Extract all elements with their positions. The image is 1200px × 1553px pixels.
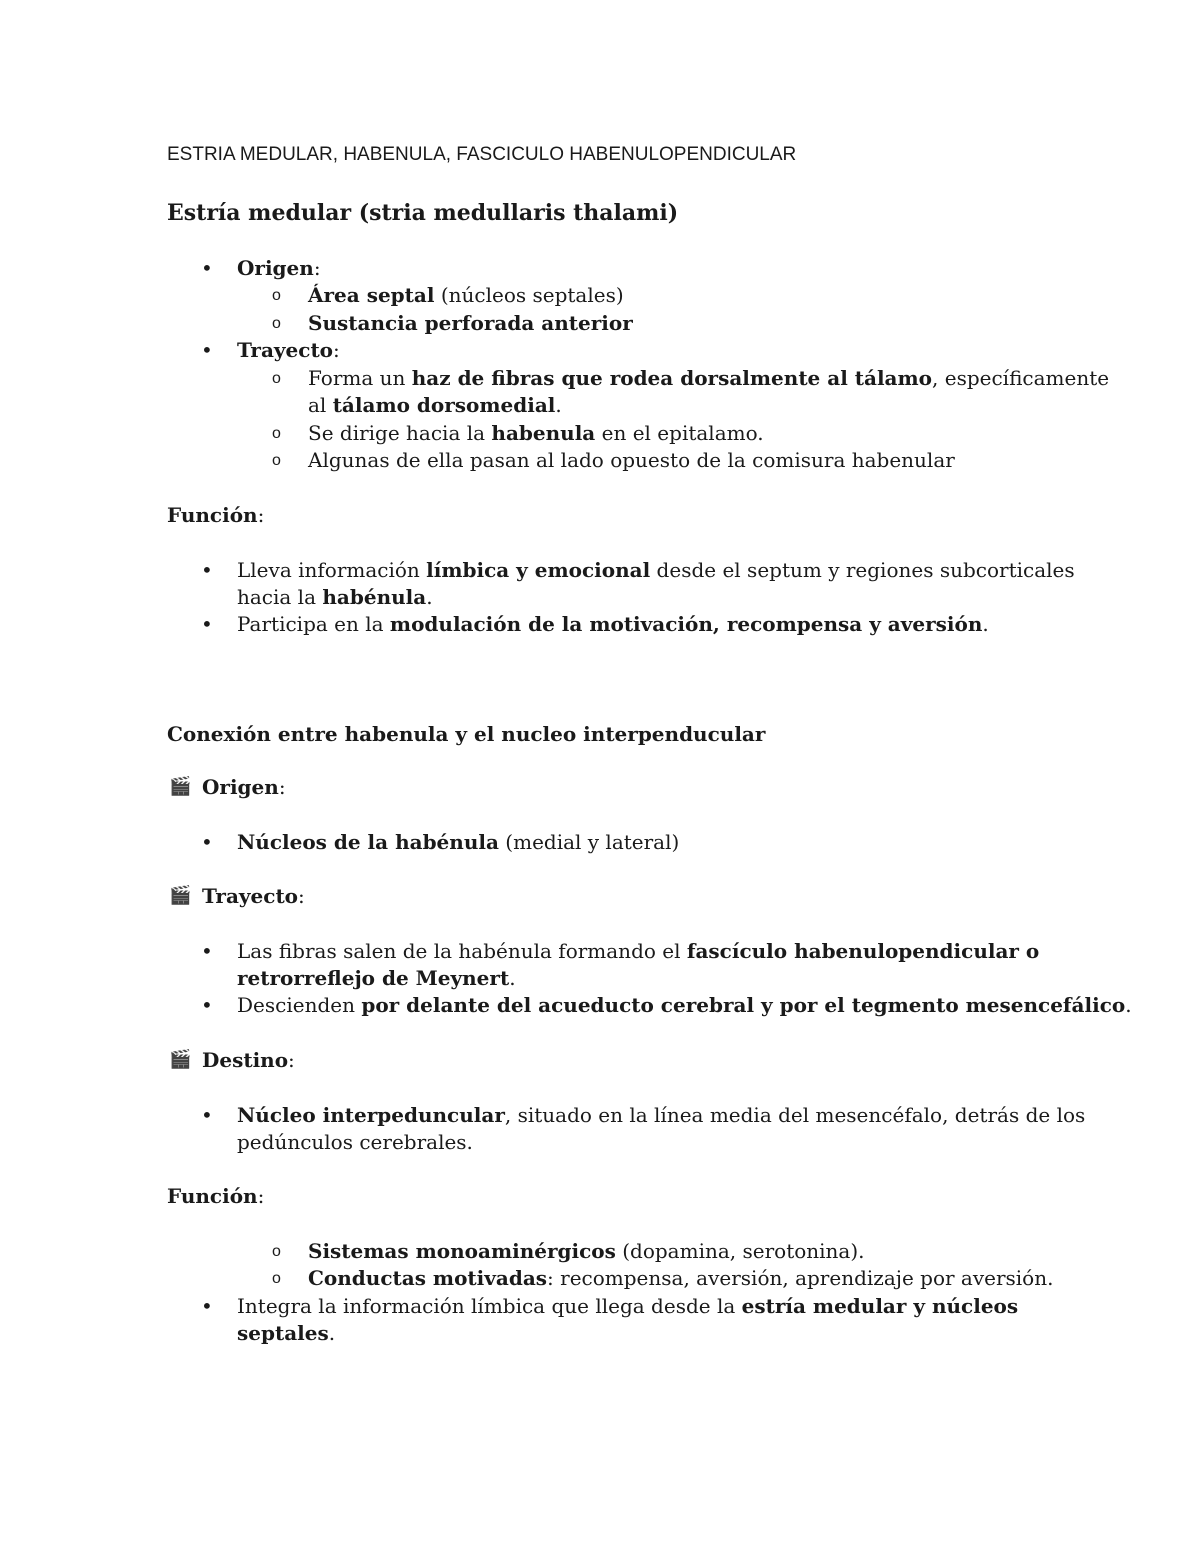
- trayecto-label-2: Trayecto:: [202, 884, 305, 908]
- bullet: •: [201, 256, 213, 280]
- trayecto-item-1-cont: retrorreflejo de Meynert.: [237, 966, 516, 990]
- sub-bullet: o: [272, 287, 281, 304]
- bullet: •: [201, 558, 213, 582]
- trayecto-line-1-cont: al tálamo dorsomedial.: [308, 393, 562, 417]
- funcion-label: Función:: [167, 503, 265, 527]
- funcion-sub-1: Sistemas monoaminérgicos (dopamina, serotonina).: [308, 1239, 865, 1263]
- funcion-item-2: Participa en la modulación de la motivación, recompensa y aversión.: [237, 612, 989, 636]
- clapperboard-icon: 🎬: [169, 776, 192, 797]
- origen-item-sustancia: Sustancia perforada anterior: [308, 311, 633, 335]
- trayecto-line-3: Algunas de ella pasan al lado opuesto de la comisura habenular: [308, 448, 955, 472]
- section-heading-estria: Estría medular (stria medullaris thalami): [167, 200, 679, 226]
- funcion-label-2: Función:: [167, 1184, 265, 1208]
- origen-item-area-septal: Área septal (núcleos septales): [308, 283, 624, 307]
- destino-item-1-cont: pedúnculos cerebrales.: [237, 1130, 473, 1154]
- sub-bullet: o: [272, 1243, 281, 1260]
- trayecto-item-1: Las fibras salen de la habénula formando el fascículo habenulopendicular o: [237, 939, 1040, 963]
- origen-label-2: Origen:: [202, 775, 286, 799]
- funcion-item-1-cont: hacia la habénula.: [237, 585, 433, 609]
- bullet: •: [201, 993, 213, 1017]
- funcion-item-3: Integra la información límbica que llega desde la estría medular y núcleos: [237, 1294, 1019, 1318]
- bullet: •: [201, 612, 213, 636]
- origen-label: Origen:: [237, 256, 321, 280]
- document-title: ESTRIA MEDULAR, HABENULA, FASCICULO HABENULOPENDICULAR: [167, 144, 797, 165]
- bullet: •: [201, 338, 213, 362]
- origen-item-nucleos: Núcleos de la habénula (medial y lateral): [237, 830, 680, 854]
- bullet: •: [201, 1294, 213, 1318]
- bullet: •: [201, 830, 213, 854]
- funcion-item-3-cont: septales.: [237, 1321, 336, 1345]
- trayecto-label: Trayecto:: [237, 338, 340, 362]
- sub-bullet: o: [272, 370, 281, 387]
- clapperboard-icon: 🎬: [169, 1049, 192, 1070]
- funcion-item-1: Lleva información límbica y emocional desde el septum y regiones subcorticales: [237, 558, 1075, 582]
- sub-bullet: o: [272, 452, 281, 469]
- section-heading-conexion: Conexión entre habenula y el nucleo interpenducular: [167, 722, 766, 746]
- sub-bullet: o: [272, 425, 281, 442]
- bullet: •: [201, 939, 213, 963]
- sub-bullet: o: [272, 1270, 281, 1287]
- destino-item-1: Núcleo interpeduncular, situado en la línea media del mesencéfalo, detrás de los: [237, 1103, 1086, 1127]
- sub-bullet: o: [272, 315, 281, 332]
- trayecto-item-2: Descienden por delante del acueducto cerebral y por el tegmento mesencefálico.: [237, 993, 1132, 1017]
- clapperboard-icon: 🎬: [169, 885, 192, 906]
- bullet: •: [201, 1103, 213, 1127]
- funcion-sub-2: Conductas motivadas: recompensa, aversión, aprendizaje por aversión.: [308, 1266, 1054, 1290]
- trayecto-line-2: Se dirige hacia la habenula en el epitalamo.: [308, 421, 764, 445]
- trayecto-line-1: Forma un haz de fibras que rodea dorsalmente al tálamo, específicamente: [308, 366, 1110, 390]
- destino-label: Destino:: [202, 1048, 295, 1072]
